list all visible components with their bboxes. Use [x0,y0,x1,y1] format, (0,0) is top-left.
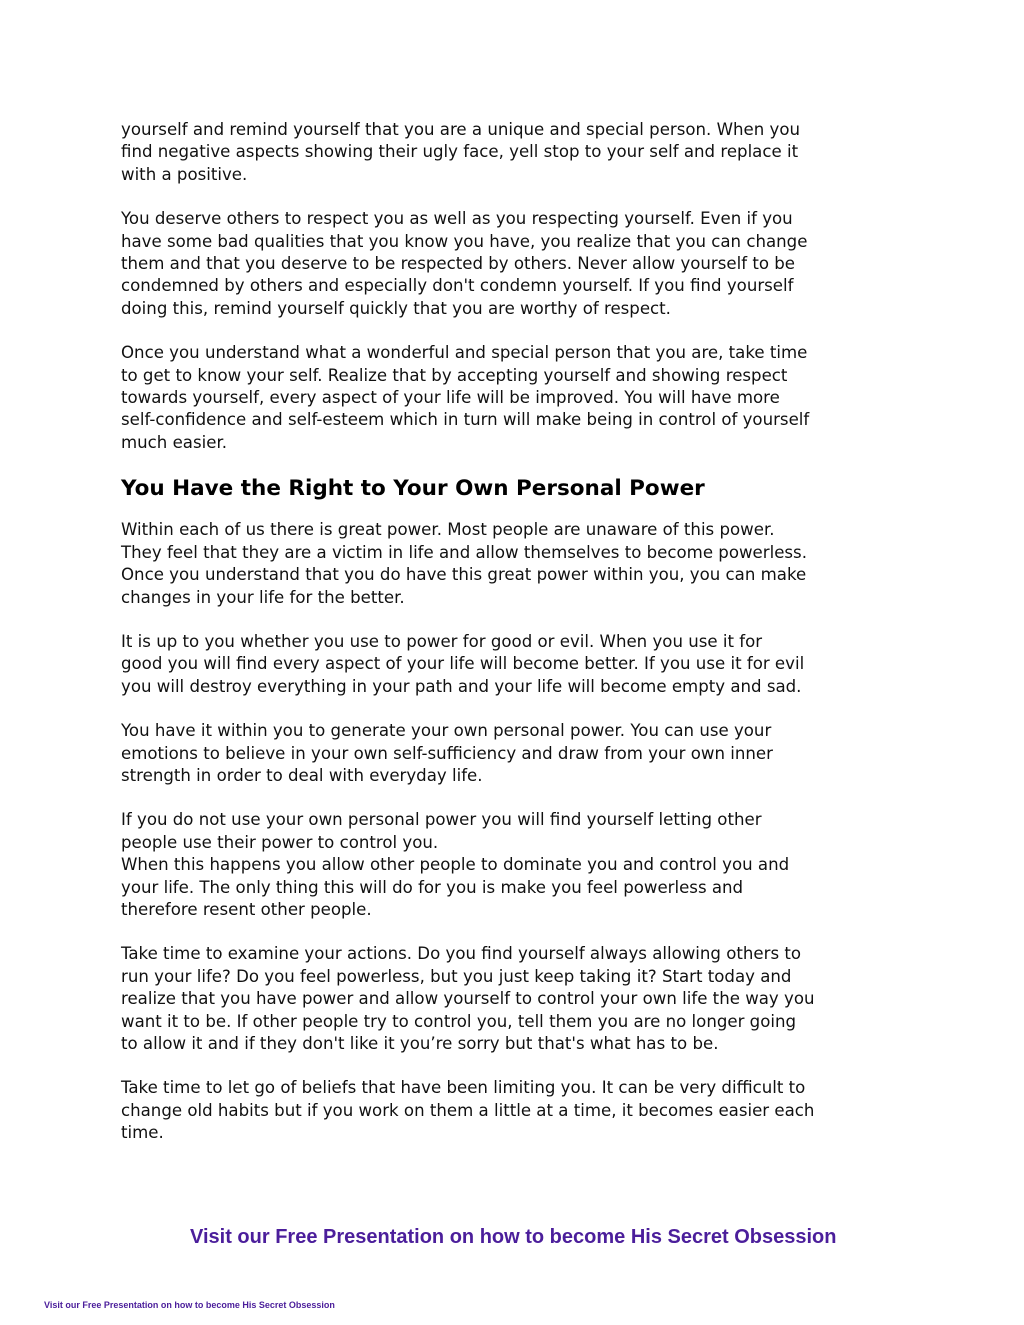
document-body [121,119,921,1167]
paragraph: If you do not use your own personal power you will find yourself letting other people use their power to control you. When this happens you allow other people to dominate you and control you and your life. The only thing this will do for you is make you feel powerless and therefore resent other people. [121,810,790,919]
paragraph: You deserve others to respect you as well as you respecting yourself. Even if you have some bad qualities that you know you have, you realize that you can change them and that you deserve to be respected by others. Never allow yourself to be condemned by others and especially don't condemn yourself. If you find yourself doing this, remind yourself quickly that you are worthy of respect. [121,209,808,318]
paragraph: Within each of us there is great power. Most people are unaware of this power. They feel that they are a victim in life and allow themselves to become powerless. Once you understand that you do have this great power within you, you can make changes in your life for the better. [121,520,807,607]
paragraph: Take time to let go of beliefs that have been limiting you. It can be very difficult to change old habits but if you work on them a little at a time, it becomes easier each time. [121,1078,815,1143]
paragraph: You have it within you to generate your own personal power. You can use your emotions to believe in your own self-sufficiency and draw from your own inner strength in order to deal with everyday life. [121,721,773,785]
presentation-promo-link[interactable]: Visit our Free Presentation on how to become His Secret Obsession [190,1226,837,1248]
footer-presentation-link[interactable]: Visit our Free Presentation on how to become His Secret Obsession [44,1300,335,1310]
paragraph: Take time to examine your actions. Do you find yourself always allowing others to run your life? Do you feel powerless, but you just keep taking it? Start today and realize that you have power and allow yourself to control your own life the way you want it to be. If other people try to control you, tell them you are no longer going to allow it and if they don't like it you’re sorry but that's what has to be. [121,944,815,1053]
paragraph: It is up to you whether you use to power for good or evil. When you use it for good you will find every aspect of your life will become better. If you use it for evil you will destroy everything in your path and your life will become empty and sad. [121,631,805,696]
paragraph: yourself and remind yourself that you are a unique and special person. When you find negative aspects showing their ugly face, yell stop to your self and replace it with a positive. [121,120,801,184]
section-heading: You Have the Right to Your Own Personal Power [121,476,705,502]
paragraph: Once you understand what a wonderful and special person that you are, take time to get to know your self. Realize that by accepting yourself and showing respect towards yourself, every aspect of your life will be improved. You will have more self-confidence and self-esteem which in turn will make being in control of yourself much easier. [121,343,810,452]
